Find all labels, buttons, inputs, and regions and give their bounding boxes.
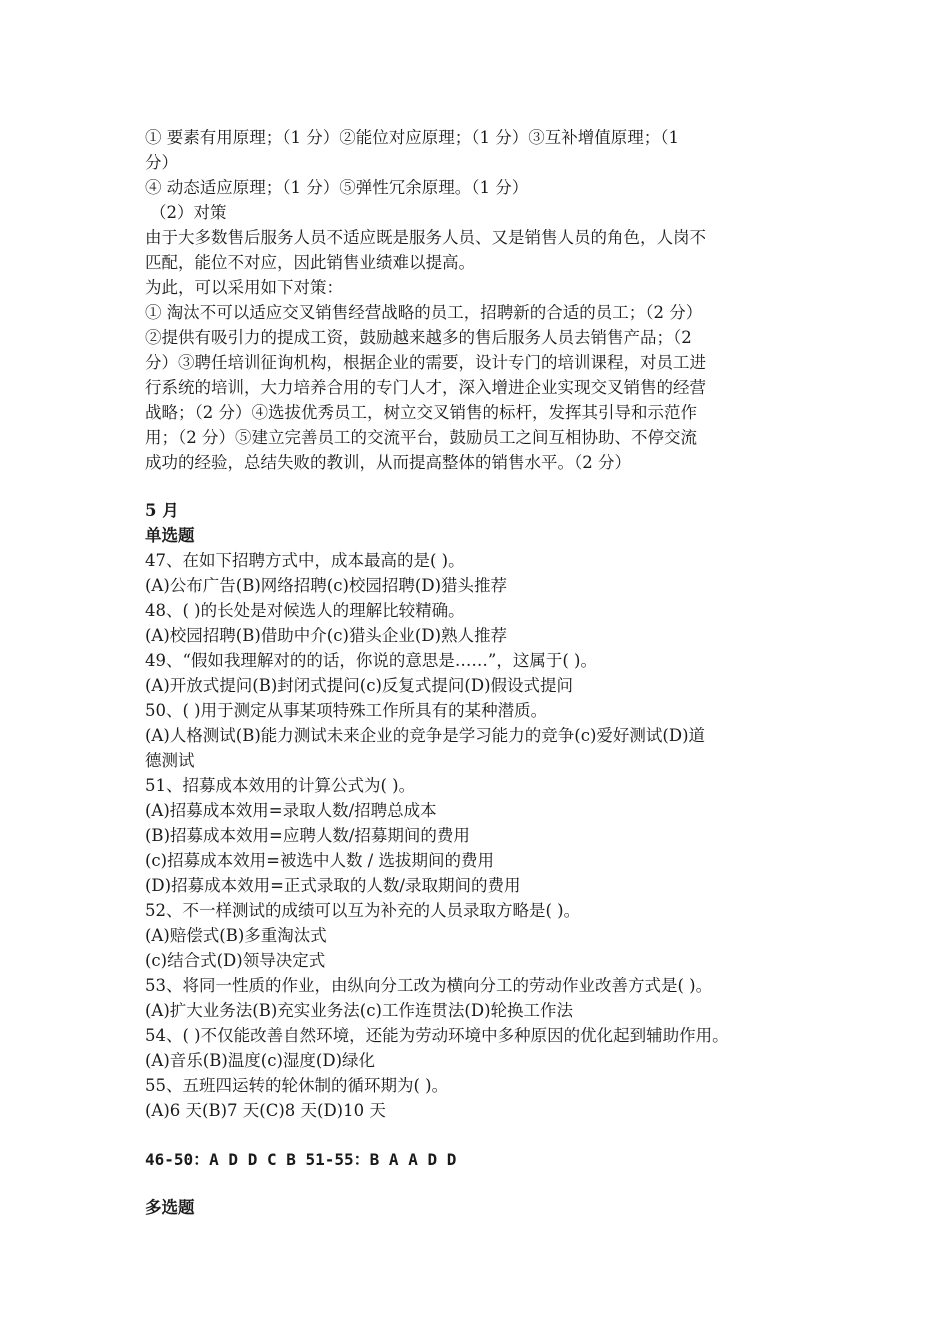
paragraph-line: 用；（2 分）⑤建立完善员工的交流平台，鼓励员工之间互相协助、不停交流 (145, 428, 697, 447)
paragraph-line: ① 要素有用原理；（1 分）②能位对应原理；（1 分）③互补增值原理；（1 (145, 128, 679, 147)
paragraph-line: ④ 动态适应原理；（1 分）⑤弹性冗余原理。（1 分） (145, 178, 529, 197)
question-line: 55、五班四运转的轮休制的循环期为( )。 (145, 1076, 449, 1095)
question-line: 52、不一样测试的成绩可以互为补充的人员录取方略是( )。 (145, 901, 581, 920)
question-line: (A)招募成本效用=录取人数/招聘总成本 (145, 801, 437, 820)
single-choice-heading: 单选题 (145, 526, 195, 545)
answer-key: 46-50：A D D C B 51-55：B A A D D (145, 1150, 457, 1169)
question-line: (c)结合式(D)领导决定式 (145, 951, 326, 970)
question-line: (D)招募成本效用=正式录取的人数/录取期间的费用 (145, 876, 521, 895)
question-line: 德测试 (145, 751, 195, 770)
question-line: 50、( )用于测定从事某项特殊工作所具有的某种潜质。 (145, 701, 548, 720)
question-line: (A)赔偿式(B)多重淘汰式 (145, 926, 327, 945)
month-heading: 5 月 (145, 501, 179, 520)
paragraph-line: 分）③聘任培训征询机构，根据企业的需要，设计专门的培训课程，对员工进 (145, 353, 706, 372)
question-line: 51、招募成本效用的计算公式为( )。 (145, 776, 416, 795)
question-line: 48、( )的长处是对候选人的理解比较精确。 (145, 601, 465, 620)
paragraph-line: 分） (145, 153, 178, 172)
paragraph-line: ① 淘汰不可以适应交叉销售经营战略的员工，招聘新的合适的员工；（2 分） (145, 303, 703, 322)
question-line: 53、将同一性质的作业，由纵向分工改为横向分工的劳动作业改善方式是( )。 (145, 976, 713, 995)
question-line: (A)6 天(B)7 天(C)8 天(D)10 天 (145, 1101, 386, 1120)
question-line: 47、在如下招聘方式中，成本最高的是( )。 (145, 551, 465, 570)
paragraph-line: 为此，可以采用如下对策： (145, 278, 343, 297)
question-line: (A)音乐(B)温度(c)湿度(D)绿化 (145, 1051, 376, 1070)
paragraph-line: 匹配，能位不对应，因此销售业绩难以提高。 (145, 253, 475, 272)
paragraph-line: 行系统的培训，大力培养合用的专门人才，深入增进企业实现交叉销售的经营 (145, 378, 706, 397)
question-line: (A)扩大业务法(B)充实业务法(c)工作连贯法(D)轮换工作法 (145, 1001, 574, 1020)
question-line: (c)招募成本效用=被选中人数 / 选拔期间的费用 (145, 851, 494, 870)
question-line: 54、( )不仅能改善自然环境，还能为劳动环境中多种原因的优化起到辅助作用。 (145, 1026, 729, 1045)
multi-choice-heading: 多选题 (145, 1198, 195, 1217)
question-line: (A)公布广告(B)网络招聘(c)校园招聘(D)猎头推荐 (145, 576, 508, 595)
question-line: (A)校园招聘(B)借助中介(c)猎头企业(D)熟人推荐 (145, 626, 508, 645)
paragraph-line: 战略；（2 分）④选拔优秀员工，树立交叉销售的标杆，发挥其引导和示范作 (145, 403, 697, 422)
question-line: (A)开放式提问(B)封闭式提问(c)反复式提问(D)假设式提问 (145, 676, 574, 695)
question-line: (A)人格测试(B)能力测试未来企业的竞争是学习能力的竞争(c)爱好测试(D)道 (145, 726, 706, 745)
paragraph-line: 由于大多数售后服务人员不适应既是服务人员、又是销售人员的角色，人岗不 (145, 228, 706, 247)
paragraph-line: 成功的经验，总结失败的教训，从而提高整体的销售水平。（2 分） (145, 453, 631, 472)
question-line: 49、“假如我理解对的的话，你说的意思是……”，这属于( )。 (145, 651, 597, 670)
subheading: （2）对策 (150, 203, 227, 222)
question-line: (B)招募成本效用=应聘人数/招募期间的费用 (145, 826, 470, 845)
paragraph-line: ②提供有吸引力的提成工资，鼓励越来越多的售后服务人员去销售产品；（2 (145, 328, 692, 347)
